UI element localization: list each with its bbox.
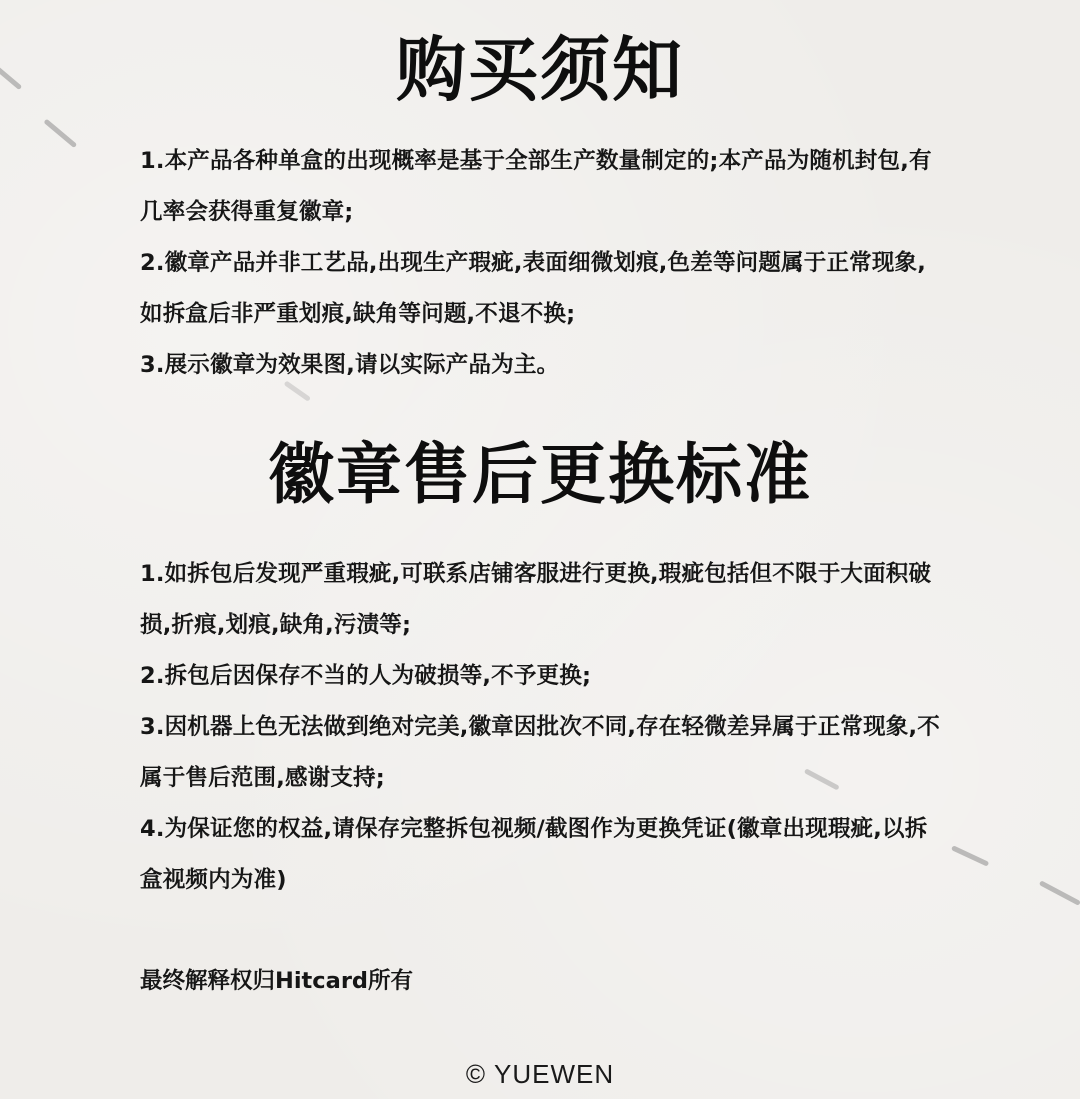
watermark <box>0 1052 1080 1096</box>
copyright-icon: © <box>465 1059 487 1089</box>
decorative-stroke <box>1039 880 1080 906</box>
purchase-notice-item-3: 3.展示徽章为效果图,请以实际产品为主。 <box>140 352 560 378</box>
purchase-notice-list <box>140 136 940 391</box>
after-sales-item-3: 3.因机器上色无法做到绝对完美,徽章因批次不同,存在轻微差异属于正常现象,不属于售后范围,感谢支持; <box>140 714 940 791</box>
decorative-stroke <box>951 845 989 866</box>
after-sales-title: 徽章售后更换标准 <box>268 436 812 513</box>
purchase-notice-item-2: 2.徽章产品并非工艺品,出现生产瑕疵,表面细微划痕,色差等问题属于正常现象,如拆盒后非严重划痕,缺角等问题,不退不换; <box>140 250 926 327</box>
after-sales-item-2: 2.拆包后因保存不当的人为破损等,不予更换; <box>140 663 592 689</box>
after-sales-item-4: 4.为保证您的权益,请保存完整拆包视频/截图作为更换凭证(徽章出现瑕疵,以拆盒视频内为准) <box>140 816 928 893</box>
purchase-notice-title: 购买须知 <box>396 29 684 111</box>
decorative-stroke <box>43 119 77 149</box>
purchase-notice-item-1: 1.本产品各种单盒的出现概率是基于全部生产数量制定的;本产品为随机封包,有几率会获得重复徽章; <box>140 148 932 225</box>
final-interpretation-note: 最终解释权归Hitcard所有 <box>140 968 414 994</box>
after-sales-list <box>140 549 940 906</box>
watermark-text: YUEWEN <box>494 1059 615 1089</box>
after-sales-item-1: 1.如拆包后发现严重瑕疵,可联系店铺客服进行更换,瑕疵包括但不限于大面积破损,折痕,划痕,缺角,污渍等; <box>140 561 932 638</box>
